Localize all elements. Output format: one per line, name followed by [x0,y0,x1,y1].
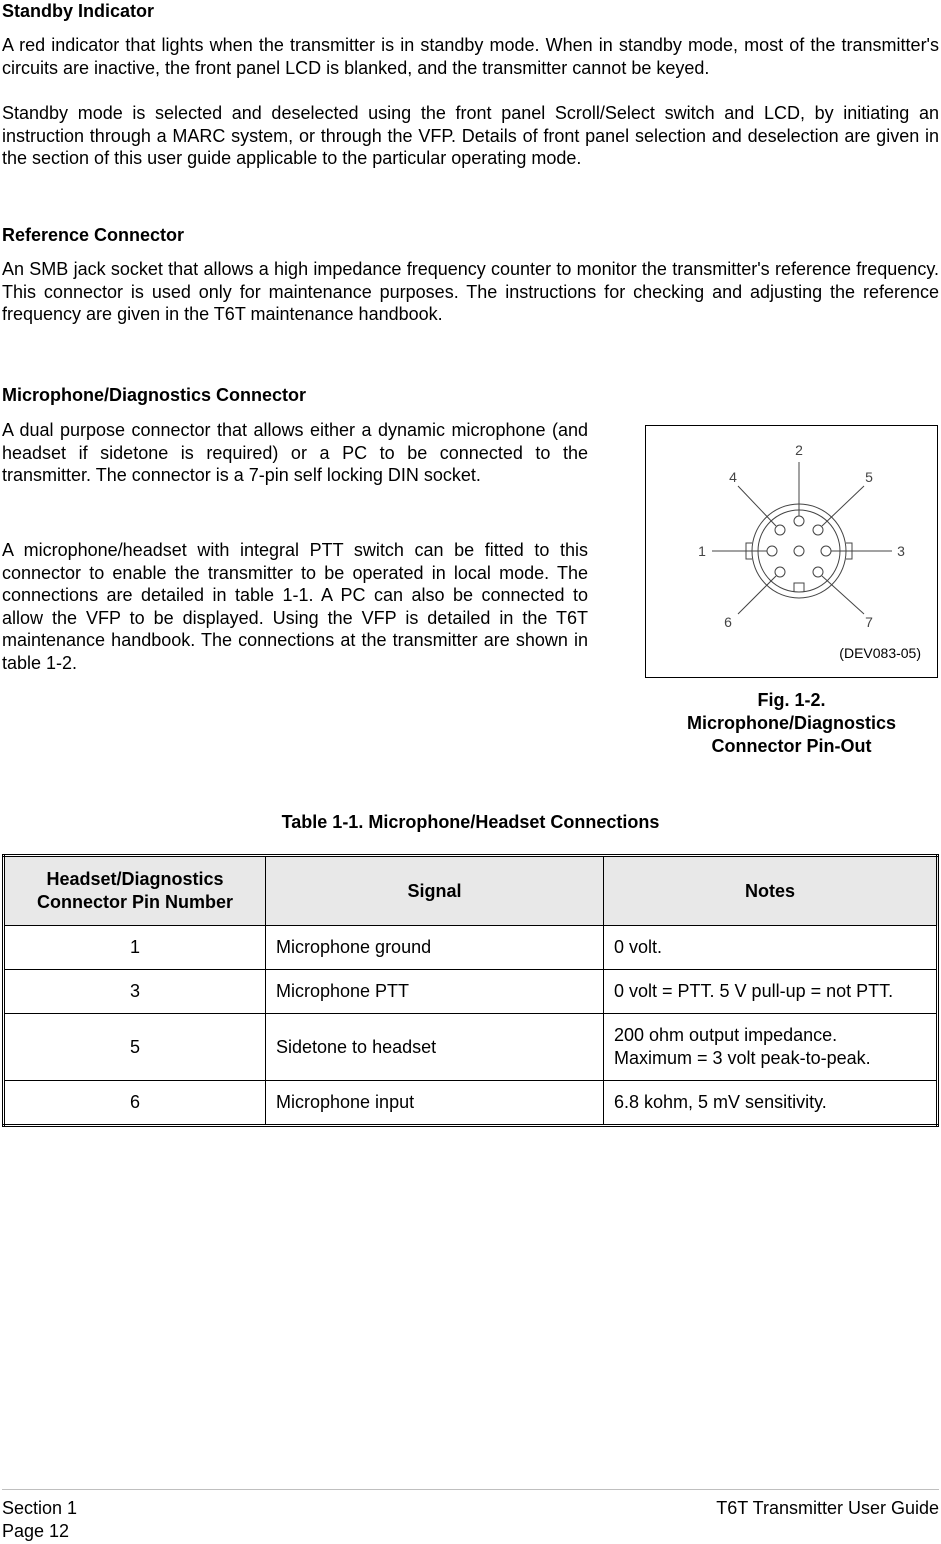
pin-6 [775,567,785,577]
pin-label-7: 7 [865,614,873,630]
pin-center [794,546,804,556]
header-pin-line-1: Headset/Diagnostics [46,869,224,889]
connector-pinout-figure [645,425,938,678]
header-notes: Notes [604,856,938,926]
figure-caption-number: Fig. 1-2. [757,690,826,710]
header-pin-number [4,856,266,926]
standby-paragraph-2: Standby mode is selected and deselected using the front panel Scroll/Select switch and LCD, by initiating an instruction through a MARC system, or through the VFP. Details of front panel selection and deselection are given in the section of this user guide applicable to the particular operating mode. [2,103,939,168]
cell-pin: 6 [4,1081,266,1126]
reference-paragraph: An SMB jack socket that allows a high impedance frequency counter to monitor the transmitter's reference frequency. This connector is used only for maintenance purposes. The instructions for checking and adjusting the reference frequency are given in the T6T maintenance handbook. [2,259,939,324]
microphone-paragraph-1: A dual purpose connector that allows either a dynamic microphone (and headset if sidetone is required) or a PC to be connected to the transmitter. The connector is a 7-pin self locking DIN socket. [2,420,588,485]
footer-page-number: Page 12 [2,1521,70,1541]
cell-notes-line-1: 200 ohm output impedance. [614,1025,838,1045]
table-row [4,1081,938,1126]
cell-notes: 0 volt = PTT. 5 V pull-up = not PTT. [604,970,938,1014]
reference-heading: Reference Connector [2,225,185,245]
leader-7 [822,576,864,614]
figure-caption-title-2: Connector Pin-Out [711,736,872,756]
figure-code: (DEV083-05) [839,645,921,661]
cell-notes [604,1014,938,1081]
footer-guide-title: T6T Transmitter User Guide [716,1498,939,1518]
cell-signal: Sidetone to headset [266,1014,604,1081]
pin-label-3: 3 [897,543,905,559]
microphone-heading: Microphone/Diagnostics Connector [2,385,307,405]
key-notch [794,583,804,592]
table-header-row [4,856,938,926]
pin-label-6: 6 [724,614,732,630]
header-signal: Signal [266,856,604,926]
figure-caption-title-1: Microphone/Diagnostics [686,713,897,733]
header-pin-line-2: Connector Pin Number [36,892,233,912]
table-row [4,970,938,1014]
pin-1 [767,546,777,556]
footer-section: Section 1 [2,1498,78,1518]
footer-divider [2,1489,939,1490]
pin-3 [821,546,831,556]
cell-pin: 1 [4,926,266,970]
pin-2 [794,516,804,526]
pin-label-4: 4 [729,469,737,485]
pin-7 [813,567,823,577]
pin-5 [813,525,823,535]
cell-notes: 0 volt. [604,926,938,970]
cell-signal: Microphone PTT [266,970,604,1014]
cell-pin: 5 [4,1014,266,1081]
leader-5 [822,486,864,526]
connections-table [2,854,939,1127]
table-row [4,1014,938,1081]
connector-inner-ring [758,510,840,592]
cell-notes-line-2: Maximum = 3 volt peak-to-peak. [614,1048,871,1068]
din-connector-diagram [646,426,939,679]
standby-heading: Standby Indicator [2,1,155,21]
pin-label-1: 1 [698,543,706,559]
cell-signal: Microphone input [266,1081,604,1126]
pin-label-2: 2 [795,442,803,458]
leader-4 [738,486,776,526]
table-row [4,926,938,970]
table-title: Table 1-1. Microphone/Headset Connections [281,812,660,832]
microphone-paragraph-2: A microphone/headset with integral PTT switch can be fitted to this connector to enable the transmitter to be operated in local mode. The connections are detailed in table 1-1. A PC can also be connected to allow the VFP to be displayed. Using the VFP is detailed in the T6T maintenance handbook. The connections at the transmitter are shown in table 1-2. [2,540,588,673]
cell-notes: 6.8 kohm, 5 mV sensitivity. [604,1081,938,1126]
pin-4 [775,525,785,535]
pin-label-5: 5 [865,469,873,485]
leader-6 [738,576,776,614]
figure-caption [645,689,938,758]
cell-signal: Microphone ground [266,926,604,970]
cell-pin: 3 [4,970,266,1014]
standby-paragraph-1: A red indicator that lights when the transmitter is in standby mode. When in standby mode, most of the transmitter's circuits are inactive, the front panel LCD is blanked, and the transmitter cannot be keyed. [2,35,939,78]
